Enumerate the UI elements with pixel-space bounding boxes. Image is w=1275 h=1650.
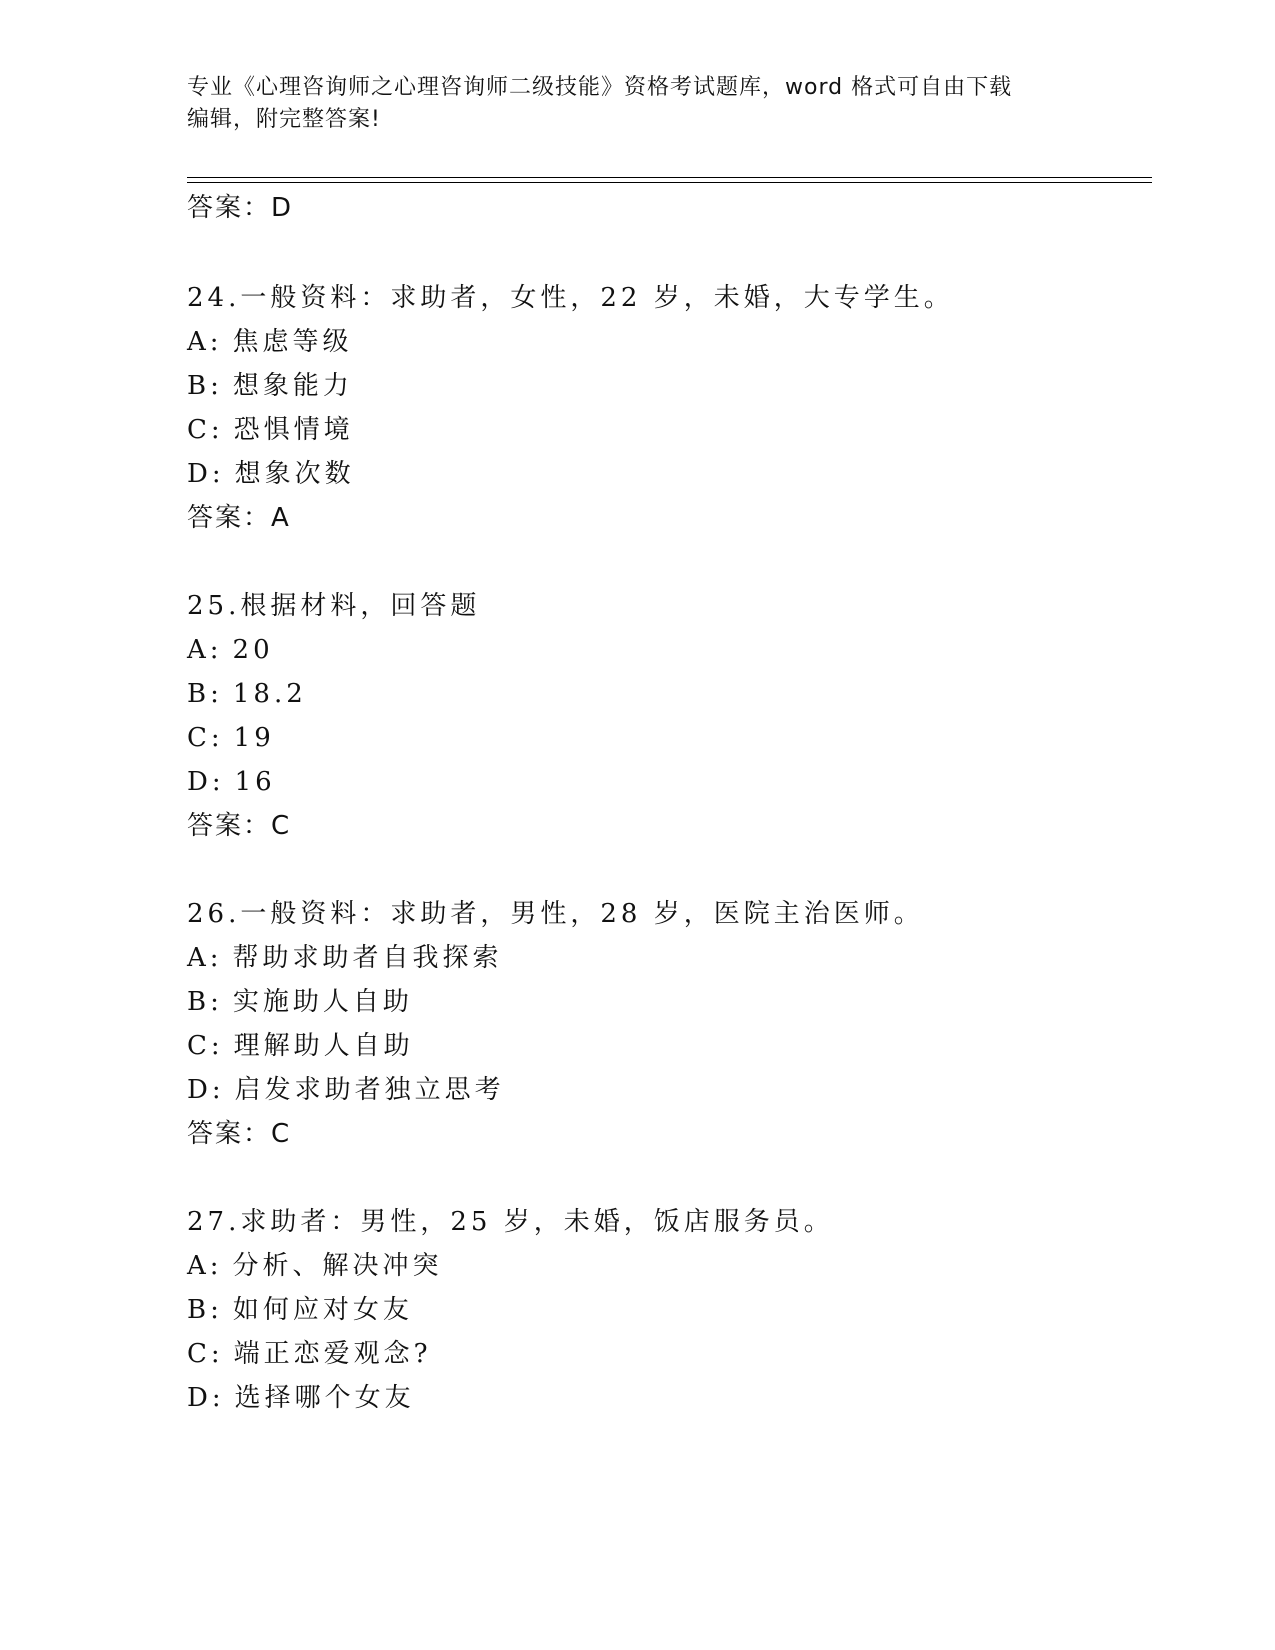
option-text: 帮助求助者自我探索 [232,943,503,973]
question-24-answer: 答案：A [187,503,291,533]
option-letter: D: [187,767,225,797]
option-letter: C: [187,1339,224,1369]
option-text: 16 [234,767,276,797]
header-line-1: 专业《心理咨询师之心理咨询师二级技能》资格考试题库，word 格式可自由下载 [187,75,1013,100]
option-text: 20 [232,635,274,665]
question-25-stem: 25.根据材料，回答题 [187,591,481,621]
option-letter: B: [187,679,223,709]
option-letter: C: [187,1031,224,1061]
option-letter: A: [187,635,223,665]
question-27-option-c [187,1338,432,1370]
question-27-option-d [187,1382,415,1414]
option-text: 想象能力 [232,371,353,401]
option-text: 18.2 [232,679,307,709]
question-25-option-c [187,722,275,754]
option-text: 实施助人自助 [232,987,413,1017]
question-27-stem: 27.求助者：男性，25 岁，未婚，饭店服务员。 [187,1207,834,1237]
option-text: 端正恋爱观念? [233,1339,432,1369]
question-27-option-b [187,1294,413,1326]
question-24-option-c [187,414,354,446]
question-26-option-d [187,1074,505,1106]
question-25-option-d [187,766,276,798]
question-26-stem: 26.一般资料：求助者，男性，28 岁，医院主治医师。 [187,899,924,929]
option-letter: A: [187,1251,223,1281]
option-letter: C: [187,723,224,753]
option-letter: D: [187,459,225,489]
option-letter: D: [187,1383,225,1413]
question-27-option-a [187,1250,443,1282]
header-divider-top [187,177,1152,178]
option-letter: A: [187,943,223,973]
option-letter: B: [187,987,223,1017]
question-24-option-a [187,326,353,358]
question-26-option-c [187,1030,414,1062]
option-letter: A: [187,327,223,357]
question-26-answer: 答案：C [187,1119,292,1149]
option-text: 如何应对女友 [232,1295,413,1325]
option-letter: D: [187,1075,225,1105]
previous-answer: 答案：D [187,193,294,223]
option-text: 启发求助者独立思考 [234,1075,505,1105]
option-letter: B: [187,371,223,401]
option-text: 恐惧情境 [233,415,354,445]
question-26-option-a [187,942,503,974]
option-letter: C: [187,415,224,445]
question-24-stem: 24.一般资料：求助者，女性，22 岁，未婚，大专学生。 [187,283,954,313]
option-text: 分析、解决冲突 [232,1251,443,1281]
document-header [187,72,1067,136]
option-text: 焦虑等级 [232,327,353,357]
option-text: 选择哪个女友 [234,1383,415,1413]
question-26-option-b [187,986,413,1018]
header-line-2: 编辑，附完整答案! [187,107,381,132]
header-divider-bottom [187,182,1152,183]
option-text: 想象次数 [234,459,355,489]
question-25-option-b [187,678,307,710]
question-24-option-d [187,458,355,490]
option-text: 19 [233,723,275,753]
question-24-option-b [187,370,353,402]
question-25-option-a [187,634,274,666]
option-letter: B: [187,1295,223,1325]
question-25-answer: 答案：C [187,811,292,841]
option-text: 理解助人自助 [233,1031,414,1061]
